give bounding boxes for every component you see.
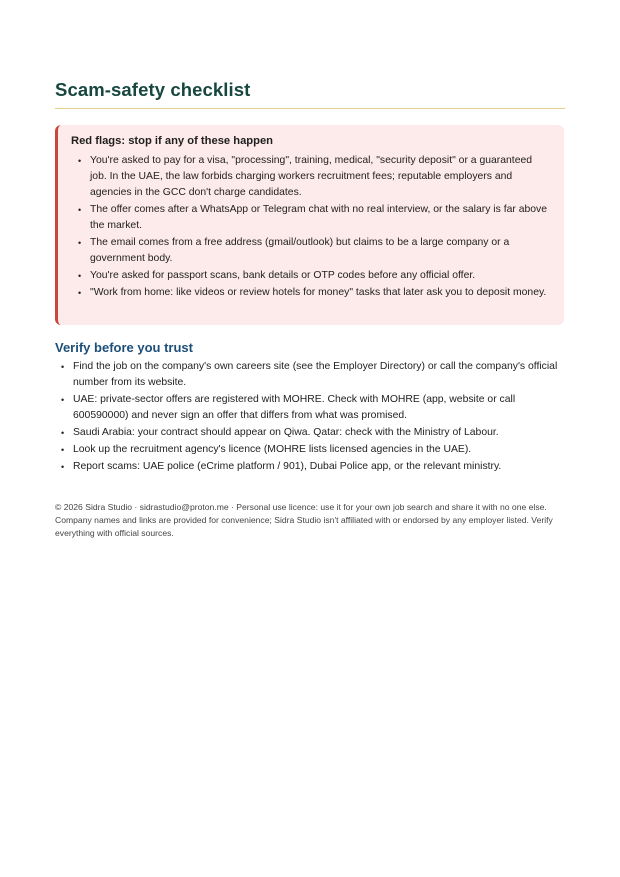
bullet-icon: • [61, 462, 65, 473]
red-flags-callout [55, 125, 564, 325]
list-item [61, 425, 565, 441]
list-item [78, 202, 548, 234]
bullet-icon: • [61, 428, 65, 439]
bullet-icon: • [61, 395, 65, 406]
bullet-icon: • [78, 205, 82, 216]
red-flag-text: The email comes from a free address (gmail/outlook) but claims to be a large company or a government body. [90, 237, 510, 265]
verify-section [55, 359, 565, 476]
footer-notice: © 2026 Sidra Studio · sidrastudio@proton.me · Personal use licence: use it for your own job search and share it with no one else. Company names and links are provided for convenience; Sidra Studio isn't affiliated with or endorsed by any employer listed. Verify everything with official sources. [55, 502, 553, 538]
list-item [61, 459, 565, 475]
bullet-icon: • [61, 362, 65, 372]
bullet-icon: • [78, 271, 82, 282]
list-item [61, 359, 565, 391]
verify-text: Saudi Arabia: your contract should appear on Qiwa. Qatar: check with the Ministry of Labour. [73, 427, 499, 439]
red-flag-text: You're asked to pay for a visa, "processing", training, medical, "security deposit" or a guaranteed job. In the UAE, the law forbids charging workers recruitment fees; reputable employers and agencies in the GCC don't charge candidates. [90, 155, 533, 198]
verify-list [55, 359, 565, 475]
list-item [78, 153, 548, 201]
verify-text: Report scams: UAE police (eCrime platform / 901), Dubai Police app, or the relevant ministry. [73, 461, 502, 473]
title-divider [55, 108, 565, 109]
list-item [78, 235, 548, 267]
list-item [78, 285, 548, 301]
list-item [61, 442, 565, 458]
red-flag-text: The offer comes after a WhatsApp or Telegram chat with no real interview, or the salary is far above the market. [90, 204, 548, 232]
red-flags-heading: Red flags: stop if any of these happen [71, 135, 274, 147]
red-flags-list [71, 153, 548, 301]
bullet-icon: • [78, 288, 82, 299]
verify-heading: Verify before you trust [55, 340, 193, 355]
bullet-icon: • [61, 445, 65, 456]
list-item [61, 392, 565, 424]
list-item [78, 268, 548, 284]
red-flag-text: You're asked for passport scans, bank details or OTP codes before any official offer. [90, 270, 476, 282]
verify-text: Find the job on the company's own careers site (see the Employer Directory) or call the company's official number from its website. [73, 361, 558, 388]
bullet-icon: • [78, 156, 82, 166]
red-flag-text: "Work from home: like videos or review hotels for money" tasks that later ask you to deposit money. [90, 287, 547, 299]
verify-text: Look up the recruitment agency's licence (MOHRE lists licensed agencies in the UAE). [73, 444, 472, 456]
page-title: Scam-safety checklist [55, 79, 251, 100]
bullet-icon: • [78, 238, 82, 249]
verify-text: UAE: private-sector offers are registered with MOHRE. Check with MOHRE (app, website or call 600590000) and never sign an offer that differs from what was promised. [73, 394, 516, 422]
